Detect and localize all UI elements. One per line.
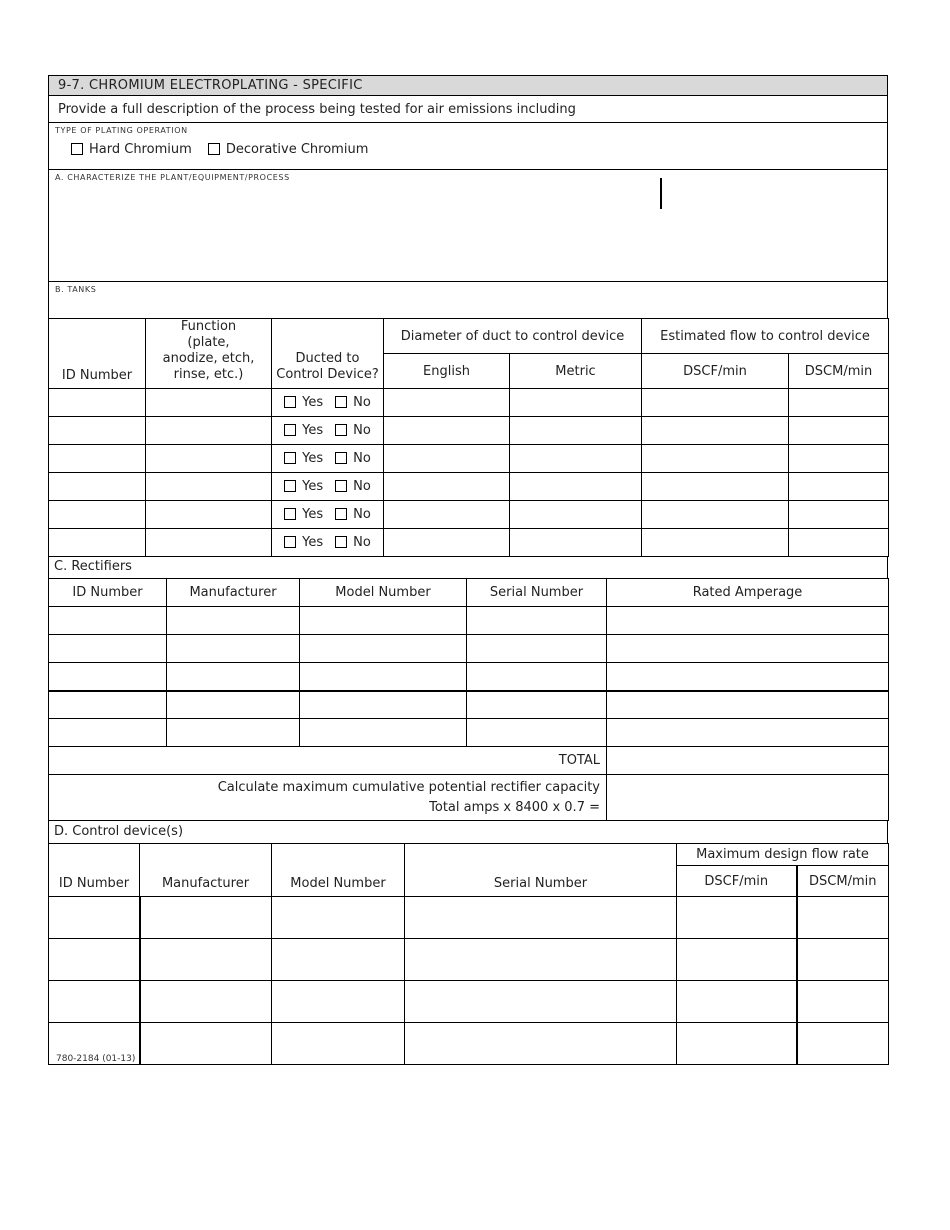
rectifier-cell[interactable] xyxy=(467,635,607,663)
control-cell[interactable] xyxy=(797,981,889,1023)
ducted-yes-no xyxy=(272,529,384,557)
plating-type-label: TYPE OF PLATING OPERATION xyxy=(55,126,188,135)
control-cell[interactable] xyxy=(49,897,140,939)
control-table xyxy=(48,843,889,1065)
rectifier-cell[interactable] xyxy=(300,691,467,719)
tank-cell[interactable] xyxy=(789,473,889,501)
tanks-col-metric: Metric xyxy=(510,354,642,389)
tank-cell[interactable] xyxy=(510,389,642,417)
tank-cell[interactable] xyxy=(510,529,642,557)
no-label: No xyxy=(353,479,371,494)
ducted-yes-no xyxy=(272,445,384,473)
rectifier-cell[interactable] xyxy=(300,607,467,635)
ctrl-col-max-flow: Maximum design flow rate xyxy=(677,844,889,866)
chromium-electroplating-form xyxy=(48,75,888,1065)
tank-cell[interactable] xyxy=(642,417,789,445)
control-label: D. Control device(s) xyxy=(54,824,184,839)
tank-cell[interactable] xyxy=(789,389,889,417)
tank-cell[interactable] xyxy=(510,473,642,501)
capacity-calc xyxy=(49,775,607,821)
decorative-chromium-label: Decorative Chromium xyxy=(225,142,369,157)
tank-cell[interactable] xyxy=(384,501,510,529)
decorative-chromium-option[interactable] xyxy=(208,142,368,157)
rectifier-cell[interactable] xyxy=(607,691,889,719)
tank-cell[interactable] xyxy=(789,445,889,473)
tank-cell[interactable] xyxy=(146,389,272,417)
tanks-col-ducted: Ducted to Control Device? xyxy=(272,319,384,389)
rectifier-cell[interactable] xyxy=(467,663,607,691)
tank-cell[interactable] xyxy=(384,445,510,473)
control-cell[interactable] xyxy=(677,1023,797,1065)
ducted-yes-no xyxy=(272,389,384,417)
ducted-no-checkbox[interactable] xyxy=(335,452,347,464)
tank-cell[interactable] xyxy=(642,501,789,529)
tanks-col-function: Function (plate, anodize, etch, rinse, etc.) xyxy=(146,319,272,389)
control-cell[interactable] xyxy=(405,981,677,1023)
tank-cell[interactable] xyxy=(49,445,146,473)
control-cell[interactable] xyxy=(140,897,272,939)
tank-cell[interactable] xyxy=(146,473,272,501)
tank-cell[interactable] xyxy=(789,529,889,557)
section-a-label: A. CHARACTERIZE THE PLANT/EQUIPMENT/PROCESS xyxy=(55,173,290,182)
ctrl-col-dscm: DSCM/min xyxy=(797,866,889,897)
rectifier-cell[interactable] xyxy=(167,719,300,747)
ducted-no-checkbox[interactable] xyxy=(335,536,347,548)
tank-row xyxy=(49,445,889,473)
control-row xyxy=(49,897,889,939)
tank-cell[interactable] xyxy=(49,473,146,501)
rectifier-cell[interactable] xyxy=(167,607,300,635)
ducted-yes-checkbox[interactable] xyxy=(284,508,296,520)
rectifier-cell[interactable] xyxy=(467,691,607,719)
ducted-no-checkbox[interactable] xyxy=(335,424,347,436)
control-cell[interactable] xyxy=(797,1023,889,1065)
rectifier-cell[interactable] xyxy=(607,607,889,635)
tanks-col-dscf: DSCF/min xyxy=(642,354,789,389)
ctrl-col-id: ID Number xyxy=(49,844,140,897)
tank-cell[interactable] xyxy=(384,529,510,557)
tank-cell[interactable] xyxy=(384,417,510,445)
intro-row xyxy=(48,96,888,123)
rectifier-cell[interactable] xyxy=(300,719,467,747)
control-row xyxy=(49,981,889,1023)
control-cell[interactable] xyxy=(677,939,797,981)
tank-cell[interactable] xyxy=(49,389,146,417)
ducted-no-checkbox[interactable] xyxy=(335,480,347,492)
yes-label: Yes xyxy=(302,535,324,550)
hard-chromium-option[interactable] xyxy=(71,142,196,157)
total-field[interactable] xyxy=(607,747,889,775)
control-cell[interactable] xyxy=(405,897,677,939)
tank-row xyxy=(49,529,889,557)
rectifier-row xyxy=(49,635,889,663)
ctrl-col-serial: Serial Number xyxy=(405,844,677,897)
section-a[interactable] xyxy=(48,170,888,282)
ducted-yes-checkbox[interactable] xyxy=(284,424,296,436)
tank-cell[interactable] xyxy=(146,529,272,557)
total-label: TOTAL xyxy=(49,747,607,775)
control-cell[interactable] xyxy=(797,939,889,981)
control-cell[interactable] xyxy=(49,981,140,1023)
rectifier-cell[interactable] xyxy=(607,719,889,747)
tank-row xyxy=(49,501,889,529)
yes-label: Yes xyxy=(302,395,324,410)
tanks-col-id: ID Number xyxy=(49,319,146,389)
rectifier-cell[interactable] xyxy=(607,663,889,691)
rect-col-id: ID Number xyxy=(49,579,167,607)
control-cell[interactable] xyxy=(272,1023,405,1065)
tank-cell[interactable] xyxy=(146,417,272,445)
control-cell[interactable] xyxy=(140,1023,272,1065)
tank-cell[interactable] xyxy=(510,417,642,445)
yes-label: Yes xyxy=(302,423,324,438)
ducted-no-checkbox[interactable] xyxy=(335,508,347,520)
intro-text: Provide a full description of the process being tested for air emissions including xyxy=(58,102,576,117)
rectifier-row xyxy=(49,663,889,691)
tank-cell[interactable] xyxy=(510,501,642,529)
rectifier-cell[interactable] xyxy=(167,663,300,691)
tanks-col-english: English xyxy=(384,354,510,389)
control-cell[interactable] xyxy=(140,981,272,1023)
hard-chromium-label: Hard Chromium xyxy=(89,142,192,157)
rectifiers-label: C. Rectifiers xyxy=(54,559,132,574)
ducted-yes-checkbox[interactable] xyxy=(284,536,296,548)
control-row xyxy=(49,939,889,981)
tank-cell[interactable] xyxy=(789,501,889,529)
rectifier-cell[interactable] xyxy=(300,635,467,663)
yes-label: Yes xyxy=(302,507,324,522)
rectifier-cell[interactable] xyxy=(167,635,300,663)
ctrl-col-dscf: DSCF/min xyxy=(677,866,797,897)
form-number: 780-2184 (01-13) xyxy=(56,1054,136,1064)
tank-cell[interactable] xyxy=(642,529,789,557)
tank-cell[interactable] xyxy=(384,473,510,501)
rect-col-model: Model Number xyxy=(300,579,467,607)
control-cell[interactable] xyxy=(797,897,889,939)
tank-cell[interactable] xyxy=(510,445,642,473)
decorative-chromium-checkbox[interactable] xyxy=(208,143,220,155)
tanks-col-diameter: Diameter of duct to control device xyxy=(384,319,642,354)
ducted-yes-checkbox[interactable] xyxy=(284,452,296,464)
rectifier-cell[interactable] xyxy=(607,635,889,663)
rectifier-cell[interactable] xyxy=(467,607,607,635)
ducted-yes-no xyxy=(272,417,384,445)
control-cell[interactable] xyxy=(140,939,272,981)
rect-col-manufacturer: Manufacturer xyxy=(167,579,300,607)
rectifier-row xyxy=(49,607,889,635)
no-label: No xyxy=(353,423,371,438)
tank-cell[interactable] xyxy=(49,501,146,529)
rectifier-cell[interactable] xyxy=(49,691,167,719)
tank-cell[interactable] xyxy=(642,389,789,417)
control-cell[interactable] xyxy=(49,939,140,981)
control-cell[interactable] xyxy=(677,897,797,939)
text-cursor xyxy=(660,178,662,209)
control-cell[interactable] xyxy=(272,897,405,939)
yes-label: Yes xyxy=(302,479,324,494)
capacity-calc-line1: Calculate maximum cumulative potential rectifier capacity xyxy=(217,779,600,795)
section-b xyxy=(48,282,888,319)
section-title: 9-7. CHROMIUM ELECTROPLATING - SPECIFIC xyxy=(48,75,888,96)
ctrl-col-manufacturer: Manufacturer xyxy=(140,844,272,897)
control-cell[interactable] xyxy=(272,981,405,1023)
ducted-yes-checkbox[interactable] xyxy=(284,396,296,408)
tank-row xyxy=(49,389,889,417)
rectifiers-heading xyxy=(48,557,888,579)
capacity-field[interactable] xyxy=(607,775,889,821)
tank-cell[interactable] xyxy=(384,389,510,417)
plating-type-section xyxy=(48,123,888,170)
rectifier-cell[interactable] xyxy=(167,691,300,719)
no-label: No xyxy=(353,395,371,410)
rectifier-cell[interactable] xyxy=(467,719,607,747)
control-heading xyxy=(48,821,888,844)
tank-cell[interactable] xyxy=(146,501,272,529)
ducted-yes-checkbox[interactable] xyxy=(284,480,296,492)
rect-col-amperage: Rated Amperage xyxy=(607,579,889,607)
ctrl-col-model: Model Number xyxy=(272,844,405,897)
rectifier-cell[interactable] xyxy=(49,719,167,747)
tank-cell[interactable] xyxy=(49,417,146,445)
tank-cell[interactable] xyxy=(146,445,272,473)
ducted-yes-no xyxy=(272,501,384,529)
ducted-yes-no xyxy=(272,473,384,501)
tanks-col-dscm: DSCM/min xyxy=(789,354,889,389)
tanks-col-flow: Estimated flow to control device xyxy=(642,319,889,354)
tanks-table xyxy=(48,318,889,557)
no-label: No xyxy=(353,535,371,550)
no-label: No xyxy=(353,451,371,466)
rect-col-serial: Serial Number xyxy=(467,579,607,607)
tank-cell[interactable] xyxy=(642,473,789,501)
ducted-no-checkbox[interactable] xyxy=(335,396,347,408)
control-cell[interactable] xyxy=(405,1023,677,1065)
rectifier-cell[interactable] xyxy=(300,663,467,691)
tank-row xyxy=(49,417,889,445)
rectifiers-table xyxy=(48,578,889,821)
tank-cell[interactable] xyxy=(642,445,789,473)
control-cell[interactable] xyxy=(405,939,677,981)
rectifier-cell[interactable] xyxy=(49,607,167,635)
control-cell[interactable] xyxy=(677,981,797,1023)
no-label: No xyxy=(353,507,371,522)
control-row xyxy=(49,1023,889,1065)
rectifier-cell[interactable] xyxy=(49,635,167,663)
capacity-calc-line2: Total amps x 8400 x 0.7 = xyxy=(429,799,600,815)
control-cell[interactable] xyxy=(272,939,405,981)
tank-cell[interactable] xyxy=(49,529,146,557)
rectifier-cell[interactable] xyxy=(49,663,167,691)
tank-cell[interactable] xyxy=(789,417,889,445)
hard-chromium-checkbox[interactable] xyxy=(71,143,83,155)
yes-label: Yes xyxy=(302,451,324,466)
tank-row xyxy=(49,473,889,501)
rectifier-row xyxy=(49,719,889,747)
rectifier-row xyxy=(49,691,889,719)
section-b-label: B. TANKS xyxy=(55,285,97,294)
